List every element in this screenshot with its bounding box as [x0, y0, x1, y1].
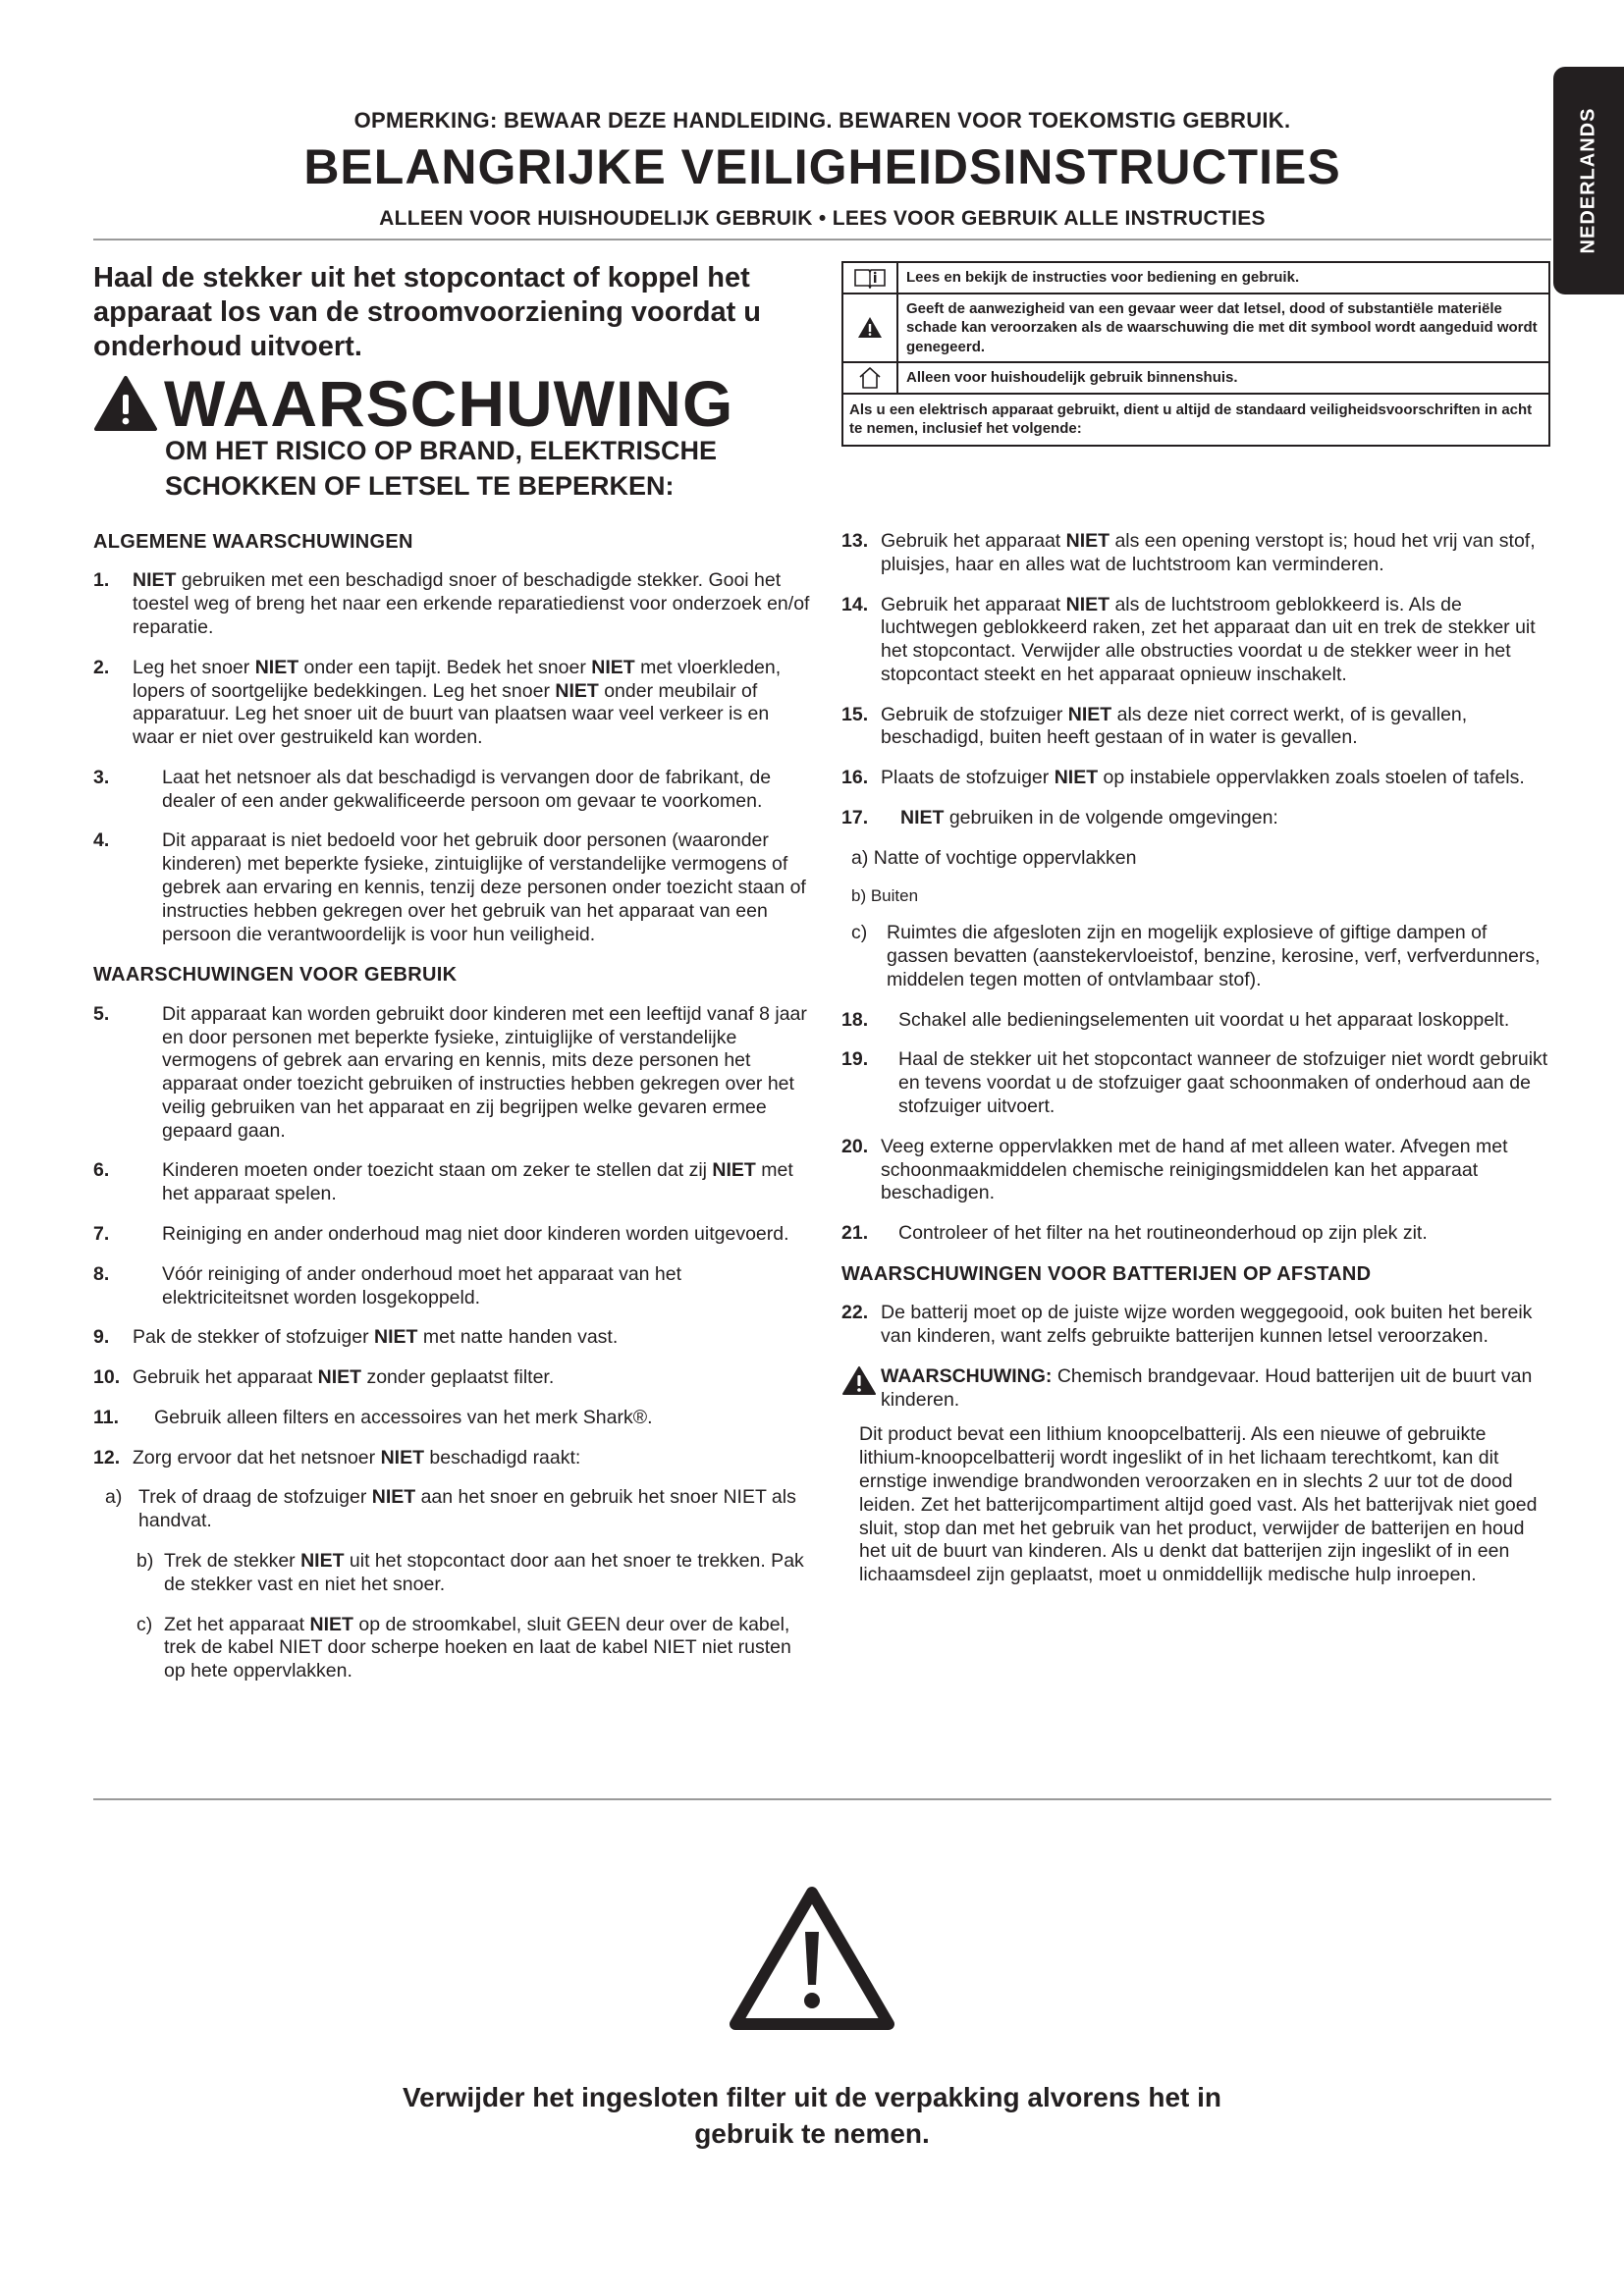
chemical-warning: WAARSCHUWING: Chemisch brandgevaar. Houd batterijen uit de buurt van kinderen. [841, 1365, 1550, 1413]
list-subitem: c) Ruimtes die afgesloten zijn en mogelijk explosieve of giftige dampen of gassen bevatten (aanstekervloeistof, benzine, kerosine, verf, verfverdunners, middelen tegen motten of ontvlambaar stof). [851, 922, 1541, 990]
list-item: 11. Gebruik alleen filters en accessoires van het merk Shark®. [93, 1406, 653, 1428]
symbol-table-footer: Als u een elektrisch apparaat gebruikt, dient u altijd de standaard veiligheidsvoorschriften in acht te nemen, inclusief het volgende: [849, 400, 1533, 437]
symbol-row-book [843, 263, 1548, 294]
list-item: 12. Zorg ervoor dat het netsnoer NIET beschadigd raakt: [93, 1446, 581, 1468]
list-item: 15. Gebruik de stofzuiger NIET als deze niet correct werkt, of is gevallen, beschadigd, buiten heeft gestaan of in water is gevallen. [841, 703, 1468, 749]
left-column [93, 530, 812, 1700]
warning-triangle-icon [857, 316, 883, 339]
header-subtitle: ALLEEN VOOR HUISHOUDELIJK GEBRUIK • LEES VOOR GEBRUIK ALLE INSTRUCTIES [379, 206, 1266, 230]
symbol-row-warning [843, 294, 1548, 364]
header-divider [93, 239, 1551, 240]
list-item: 7. Reiniging en ander onderhoud mag niet door kinderen worden uitgevoerd. [93, 1222, 789, 1245]
footer-divider [93, 1798, 1551, 1800]
page-title: BELANGRIJKE VEILIGHEIDSINSTRUCTIES [303, 139, 1341, 194]
list-item: 17. NIET gebruiken in de volgende omgevingen: [841, 807, 1278, 829]
unplug-notice: Haal de stekker uit het stopcontact of koppel het apparaat los van de stroomvoorziening voordat u onderhoud uitvoert. [93, 262, 762, 362]
language-tab-label: NEDERLANDS [1577, 107, 1599, 254]
symbol-row-house [843, 363, 1548, 395]
symbol-text-house: Alleen voor huishoudelijk gebruik binnenshuis. [906, 369, 1238, 386]
list-item: 1. NIET gebruiken met een beschadigd snoer of beschadigde stekker. Gooi het toestel weg of breng het naar een erkende reparatiedienst voor onderzoek en/of reparatie. [93, 569, 810, 638]
filter-removal-notice: Verwijder het ingesloten filter uit de verpakking alvorens het in gebruik te nemen. [403, 2082, 1221, 2150]
symbol-legend-table [841, 261, 1550, 447]
header-note: OPMERKING: BEWAAR DEZE HANDLEIDING. BEWAREN VOOR TOEKOMSTIG GEBRUIK. [353, 108, 1291, 133]
warning-subheading: OM HET RISICO OP BRAND, ELEKTRISCHE SCHOKKEN OF LETSEL TE BEPERKEN: [165, 436, 718, 501]
list-subitem: b) Trek de stekker NIET uit het stopcontact door aan het snoer te trekken. Pak de stekker vast en niet het snoer. [136, 1550, 804, 1595]
list-item: 21. Controleer of het filter na het routineonderhoud op zijn plek zit. [841, 1222, 1428, 1245]
language-tab [1553, 67, 1624, 294]
warning-triangle-icon [729, 1883, 895, 2032]
house-icon [857, 366, 883, 390]
list-item: 16. Plaats de stofzuiger NIET op instabiele oppervlakken zoals stoelen of tafels. [841, 767, 1525, 789]
symbol-text-warning: Geeft de aanwezigheid van een gevaar weer dat letsel, dood of substantiële materiële schade kan veroorzaken als de waarschuwing die met dit symbool wordt aangeduid wordt genegeerd. [906, 299, 1538, 355]
list-item: 10. Gebruik het apparaat NIET zonder geplaatst filter. [93, 1366, 555, 1389]
list-item: 9. Pak de stekker of stofzuiger NIET met natte handen vast. [93, 1326, 619, 1349]
section-heading-batteries: WAARSCHUWINGEN VOOR BATTERIJEN OP AFSTAND [841, 1262, 1372, 1285]
list-item: 5. Dit apparaat kan worden gebruikt door kinderen met een leeftijd vanaf 8 jaar en door personen met beperkte fysieke, zintuiglijke of verstandelijke vermogens of gebrek aan ervaring en kennis, mits deze personen het apparaat onder toezicht gebruiken of instructies hebben gekregen over het veilig gebruiken van het apparaat en zij begrijpen welke gevaren ermee gepaard gaan. [93, 1002, 807, 1142]
warning-triangle-icon [93, 375, 158, 432]
warning-heading [93, 367, 734, 440]
list-item: 13. Gebruik het apparaat NIET als een opening verstopt is; houd het vrij van stof, pluisjes, haar en alles wat de luchtstroom kan verminderen. [841, 530, 1536, 575]
list-item: 14. Gebruik het apparaat NIET als de luchtstroom geblokkeerd is. Als de luchtwegen geblokkeerd raken, zet het apparaat dan uit en trek de stekker uit het stopcontact. Verwijder alle obstructies voordat u de stekker weer in het stopcontact steekt en het apparaat opnieuw inschakelt. [841, 593, 1536, 685]
page-header [93, 108, 1551, 231]
list-item: 6. Kinderen moeten onder toezicht staan om zeker te stellen dat zij NIET met het apparaat spelen. [93, 1159, 793, 1205]
section-heading-usage: WAARSCHUWINGEN VOOR GEBRUIK [93, 964, 458, 987]
right-column [841, 530, 1550, 1587]
list-subitem: c) Zet het apparaat NIET op de stroomkabel, sluit GEEN deur over de kabel, trek de kabel NIET door scherpe hoeken en laat de kabel NIET niet rusten op hete oppervlakken. [136, 1613, 791, 1682]
book-icon [853, 267, 887, 289]
section-heading-general: ALGEMENE WAARSCHUWINGEN [93, 531, 413, 553]
list-item: 20. Veeg externe oppervlakken met de hand af met alleen water. Afvegen met schoonmaakmiddelen chemische reinigingsmiddelen kan het apparaat beschadigen. [841, 1135, 1508, 1204]
list-item: 8. Vóór reiniging of ander onderhoud moet het apparaat van het elektriciteitsnet worden losgekoppeld. [93, 1262, 682, 1308]
list-subitem: a) Trek of draag de stofzuiger NIET aan het snoer en gebruik het snoer NIET als handvat. [105, 1486, 796, 1532]
list-item: 18. Schakel alle bedieningselementen uit voordat u het apparaat loskoppelt. [841, 1008, 1510, 1031]
list-subitem: a) Natte of vochtige oppervlakken [851, 846, 1137, 869]
list-item: 3. Laat het netsnoer als dat beschadigd is vervangen door de fabrikant, de dealer of een ander gekwalificeerde persoon om gevaar te voorkomen. [93, 766, 772, 812]
warning-word: WAARSCHUWING [164, 367, 734, 440]
list-item: 2. Leg het snoer NIET onder een tapijt. Bedek het snoer NIET met vloerkleden, lopers of soortgelijke bedekkingen. Leg het snoer NIET onder meubilair of apparatuur. Leg het snoer uit de buurt van plaatsen waar veel verkeer is en waar er niet over gestruikeld kan worden. [93, 656, 782, 749]
list-item: 4. Dit apparaat is niet bedoeld voor het gebruik door personen (waaronder kinderen) met beperkte fysieke, zintuiglijke of verstandelijke vermogens of gebrek aan ervaring en kennis, tenzij deze personen onder toezicht staan of instructies hebben gekregen over het gebruik van het apparaat van een persoon die verantwoordelijk is voor hun veiligheid. [93, 829, 806, 945]
list-item: 22. De batterij moet op de juiste wijze worden weggegooid, ook buiten het bereik van kinderen, want zelfs gebruikte batterijen kunnen letsel veroorzaken. [841, 1302, 1533, 1348]
warning-triangle-icon [841, 1365, 877, 1396]
list-item: 19. Haal de stekker uit het stopcontact wanneer de stofzuiger niet wordt gebruikt en tevens voordat u de stofzuiger gaat schoonmaken of onderhoud aan de stofzuiger uitvoert. [841, 1048, 1548, 1118]
symbol-text-book: Lees en bekijk de instructies voor bediening en gebruik. [906, 269, 1300, 286]
list-subitem: b) Buiten [851, 885, 919, 905]
lithium-battery-notice: Dit product bevat een lithium knoopcelbatterij. Als een nieuwe of gebruikte lithium-knoopcelbatterij wordt ingeslikt of in het lichaam terechtkomt, kan dit ernstige inwendige brandwonden veroorzaken en in slechts 2 uur tot de dood leiden. Zet het batterijcompartiment altijd goed vast. Als het batterijvak niet goed sluit, stop dan met het gebruik van het product, verwijder de batterijen en houd het uit de buurt van kinderen. Als u denkt dat batterijen zijn ingeslikt of in een lichaamsdeel zijn geplaatst, moet u onmiddellijk medische hulp inroepen. [859, 1423, 1538, 1586]
